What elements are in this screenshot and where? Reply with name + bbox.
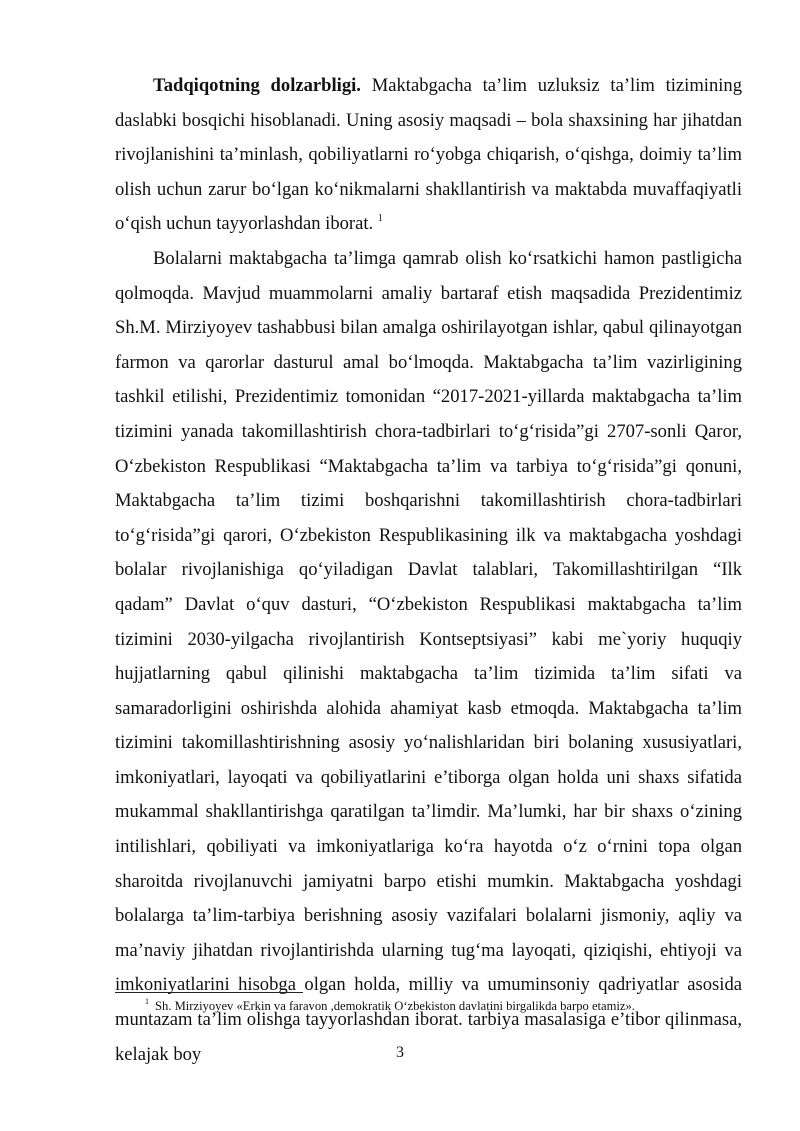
paragraph-text: Maktabgacha ta’lim uzluksiz ta’lim tizimining daslabki bosqichi hisoblanadi. Uning asosiy maqsadi – bola shaxsining har jihatdan rivojlanishini ta’minlash, qobiliyatlarni ro‘yobga chiqarish, o‘qishga, doimiy ta’lim olish uchun zarur bo‘lgan ko‘nikmalarni shakllantirish va maktabda muvaffaqiyatli o‘qish uchun tayyorlashdan iborat. bbox=[115, 75, 742, 235]
footnote-reference[interactable]: 1 bbox=[377, 213, 383, 225]
footnote-number: 1 bbox=[145, 996, 149, 1006]
section-heading: Tadqiqotning dolzarbligi. bbox=[153, 75, 361, 96]
paragraph-coverage bbox=[115, 242, 742, 1072]
footnote-divider bbox=[115, 992, 303, 993]
paragraph-text: Bolalarni maktabgacha ta’limga qamrab olish ko‘rsatkichi hamon pastligicha qolmoqda. Mavjud muammolarni amaliy bartaraf etish maqsadida Prezidentimiz Sh.M. Mirziyoyev tashabbusi bilan amalga oshirilayotgan ishlar, qabul qilinayotgan farmon va qarorlar dasturul amal bo‘lmoqda. Maktabgacha ta’lim vazirligining tashkil etilishi, Prezidentimiz tomonidan “2017-2021-yillarda maktabgacha ta’lim tizimini yanada takomillashtirish chora-tadbirlari to‘g‘risida”gi 2707-sonli Qaror, O‘zbekiston Respublikasi “Maktabgacha ta’lim va tarbiya to‘g‘risida”gi qonuni, Maktabgacha ta’lim tizimi boshqarishni takomillashtirish chora-tadbirlari to‘g‘risida”gi qarori, O‘zbekiston Respublikasining ilk va maktabgacha yoshdagi bolalar rivojlanishiga qo‘yiladigan Davlat talablari, Takomillashtirilgan “Ilk qadam” Davlat o‘quv dasturi, “O‘zbekiston Respublikasi maktabgacha ta’lim tizimini 2030-yilgacha rivojlantirish Kontseptsiyasi” kabi me`yoriy huquqiy hujjatlarning qabul qilinishi maktabgacha ta’lim tizimida ta’lim sifati va samaradorligini oshirishda alohida ahamiyat kasb etmoqda. Maktabgacha ta’lim tizimini takomillashtirishning asosiy yo‘nalishlaridan biri bolaning xususiyatlari, imkoniyatlari, layoqati va qobiliyatlarini e’tiborga olgan holda uni shaxs sifatida mukammal shakllantirishga qaratilgan ta’limdir. Ma’lumki, har bir shaxs o‘zining intilishlari, qobiliyati va imkoniyatlariga ko‘ra hayotda o‘z o‘rnini topa olgan sharoitda rivojlanuvchi jamiyatni barpo etishi mumkin. Maktabgacha yoshdagi bolalarga ta’lim-tarbiya berishning asosiy vazifalari bolalarni jismoniy, aqliy va ma’naviy jihatdan rivojlantirishda ularning tug‘ma layoqati, qiziqishi, ehtiyoji va imkoniyatlarini hisobga olgan holda, milliy va umuminsoniy qadriyatlar asosida muntazam ta’lim olishga tayyorlashdan iborat. tarbiya masalasiga e’tibor qilinmasa, kelajak boy bbox=[115, 247, 742, 1065]
footnote bbox=[145, 998, 745, 1014]
paragraph-relevance bbox=[115, 69, 742, 242]
footnote-text: Sh. Mirziyoyev «Erkin va faravon ,demokratik O‘zbekiston davlatini birgalikda barpo etamiz». bbox=[155, 999, 635, 1013]
body-text bbox=[115, 69, 742, 1072]
page-number: 3 bbox=[396, 1044, 404, 1061]
